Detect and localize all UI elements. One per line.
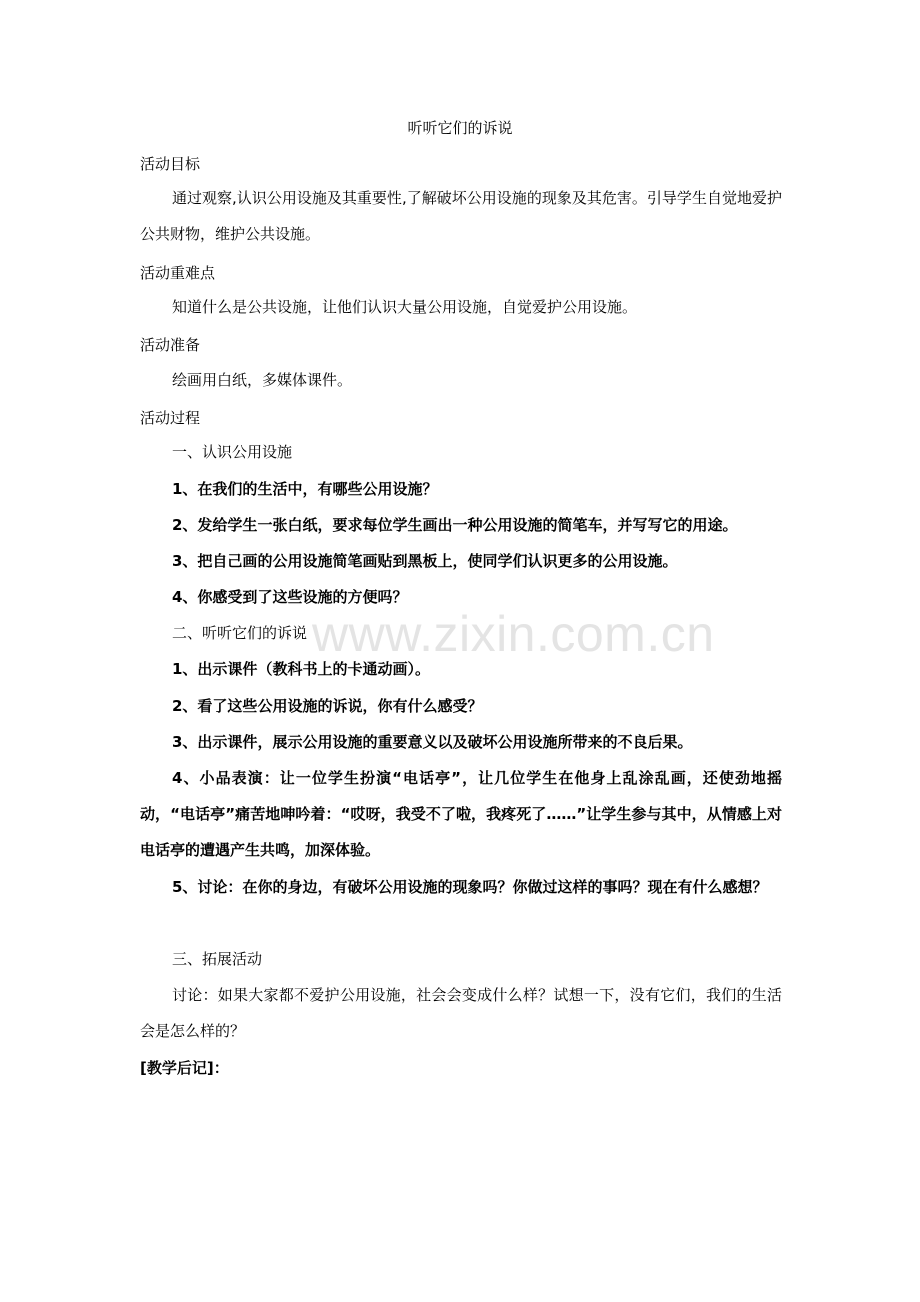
- section-2-item: 2、看了这些公用设施的诉说，你有什么感受？: [172, 697, 483, 715]
- section-1-item: 3、把自己画的公用设施简笔画贴到黑板上，使同学们认识更多的公用设施。: [172, 552, 678, 570]
- section-2-title: 二、听听它们的诉说: [172, 624, 308, 642]
- section-1-item: 2、发给学生一张白纸，要求每位学生画出一种公用设施的简笔车，并写写它的用途。: [172, 516, 738, 534]
- process-heading: 活动过程: [140, 409, 201, 427]
- section-2-item: 1、出示课件（教科书上的卡通动画）。: [172, 660, 430, 678]
- section-3-text: 讨论：如果大家都不爱护公用设施，社会会变成什么样？试想一下，没有它们，我们的生活会是怎么样的？: [140, 986, 782, 1040]
- section-2-item: 3、出示课件，展示公用设施的重要意义以及破坏公用设施所带来的不良后果。: [172, 733, 693, 751]
- document-title: 听听它们的诉说: [407, 119, 513, 137]
- section-1-item: 1、在我们的生活中，有哪些公用设施？: [172, 480, 438, 498]
- key-text: 知道什么是公共设施，让他们认识大量公用设施，自觉爱护公用设施。: [172, 298, 638, 316]
- prep-heading: 活动准备: [140, 336, 201, 354]
- section-1-title: 一、认识公用设施: [172, 443, 293, 461]
- prep-text: 绘画用白纸，多媒体课件。: [172, 371, 353, 389]
- section-3-title: 三、拓展活动: [172, 950, 263, 968]
- teaching-notes-label: [教学后记]：: [140, 1059, 229, 1077]
- goal-heading: 活动目标: [140, 155, 201, 173]
- watermark: www.zixin.com.cn: [312, 606, 715, 662]
- section-2-item: 5、讨论：在你的身边，有破坏公用设施的现象吗？你做过这样的事吗？现在有什么感想？: [172, 878, 768, 896]
- goal-text: 通过观察,认识公用设施及其重要性,了解破坏公用设施的现象及其危害。引导学生自觉地爱护公共财物，维护公共设施。: [140, 189, 782, 243]
- key-heading: 活动重难点: [140, 264, 216, 282]
- section-1-item: 4、你感受到了这些设施的方便吗？: [172, 588, 408, 606]
- section-2-item: 4、小品表演：让一位学生扮演“电话亭”，让几位学生在他身上乱涂乱画，还使劲地摇动，“电话亭”痛苦地呻吟着：“哎呀，我受不了啦，我疼死了……”让学生参与其中，从情感上对电话亭的遭遇产生共鸣，加深体验。: [140, 769, 782, 859]
